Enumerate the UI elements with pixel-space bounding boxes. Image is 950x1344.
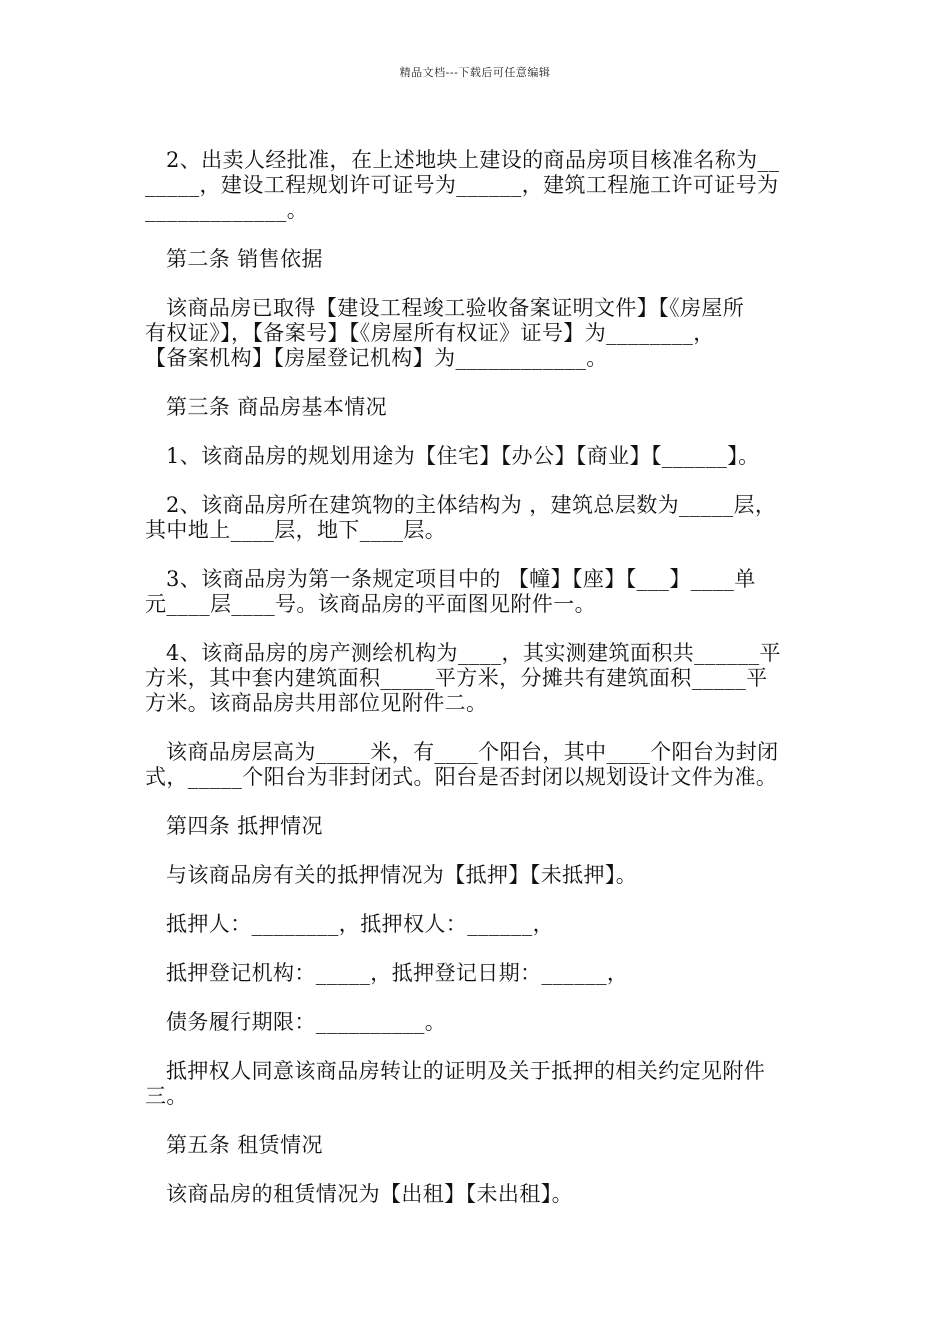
article-4-status: 与该商品房有关的抵押情况为【抵押】【未抵押】。 (166, 863, 638, 887)
article-2-heading: 第二条 销售依据 (166, 247, 323, 271)
article-4-mortgagor: 抵押人：________，抵押权人：______， (166, 912, 554, 936)
article-5-status: 该商品房的租赁情况为【出租】【未出租】。 (166, 1182, 573, 1206)
article-3-heading: 第三条 商品房基本情况 (166, 395, 388, 419)
document-body (145, 148, 809, 1231)
article-3-balcony-text: 该商品房层高为_____米，有____个阳台，其中____个阳台为封闭 式，_____个阳台为非封闭式。阳台是否封闭以规划设计文件为准。 (145, 740, 779, 789)
article-4-registration: 抵押登记机构：_____，抵押登记日期：______， (166, 961, 629, 985)
article-4-heading: 第四条 抵押情况 (166, 814, 323, 838)
clause-1-item-2: 2、出卖人经批准，在上述地块上建设的商品房项目核准名称为__ _____，建设工程规划许可证号为______，建筑工程施工许可证号为 _____________。 (145, 148, 780, 222)
article-4-consent: 抵押权人同意该商品房转让的证明及关于抵押的相关约定见附件 三。 (145, 1059, 766, 1108)
article-2-text: 该商品房已取得【建设工程竣工验收备案证明文件】【《房屋所 有权证》】，【备案号】【《房屋所有权证》证号】为________， 【备案机构】【房屋登记机构】为____________。 (145, 296, 745, 370)
article-3-item-4: 4、该商品房的房产测绘机构为____，其实测建筑面积共______平 方米，其中套内建筑面积_____平方米，分摊共有建筑面积_____平 方米。该商品房共用部位见附件二。 (145, 641, 781, 715)
article-3-item-1: 1、该商品房的规划用途为【住宅】【办公】【商业】【______】。 (166, 444, 760, 468)
article-5-heading: 第五条 租赁情况 (166, 1133, 323, 1157)
article-4-term: 债务履行期限：__________。 (166, 1010, 447, 1034)
article-3-item-2: 2、该商品房所在建筑物的主体结构为 ，建筑总层数为_____层， 其中地上____层，地下____层。 (145, 493, 777, 542)
article-3-item-3: 3、该商品房为第一条规定项目中的 【幢】【座】【___】____单 元____层____号。该商品房的平面图见附件一。 (145, 567, 756, 616)
page-header: 精品文档---下载后可任意编辑 (399, 66, 551, 79)
